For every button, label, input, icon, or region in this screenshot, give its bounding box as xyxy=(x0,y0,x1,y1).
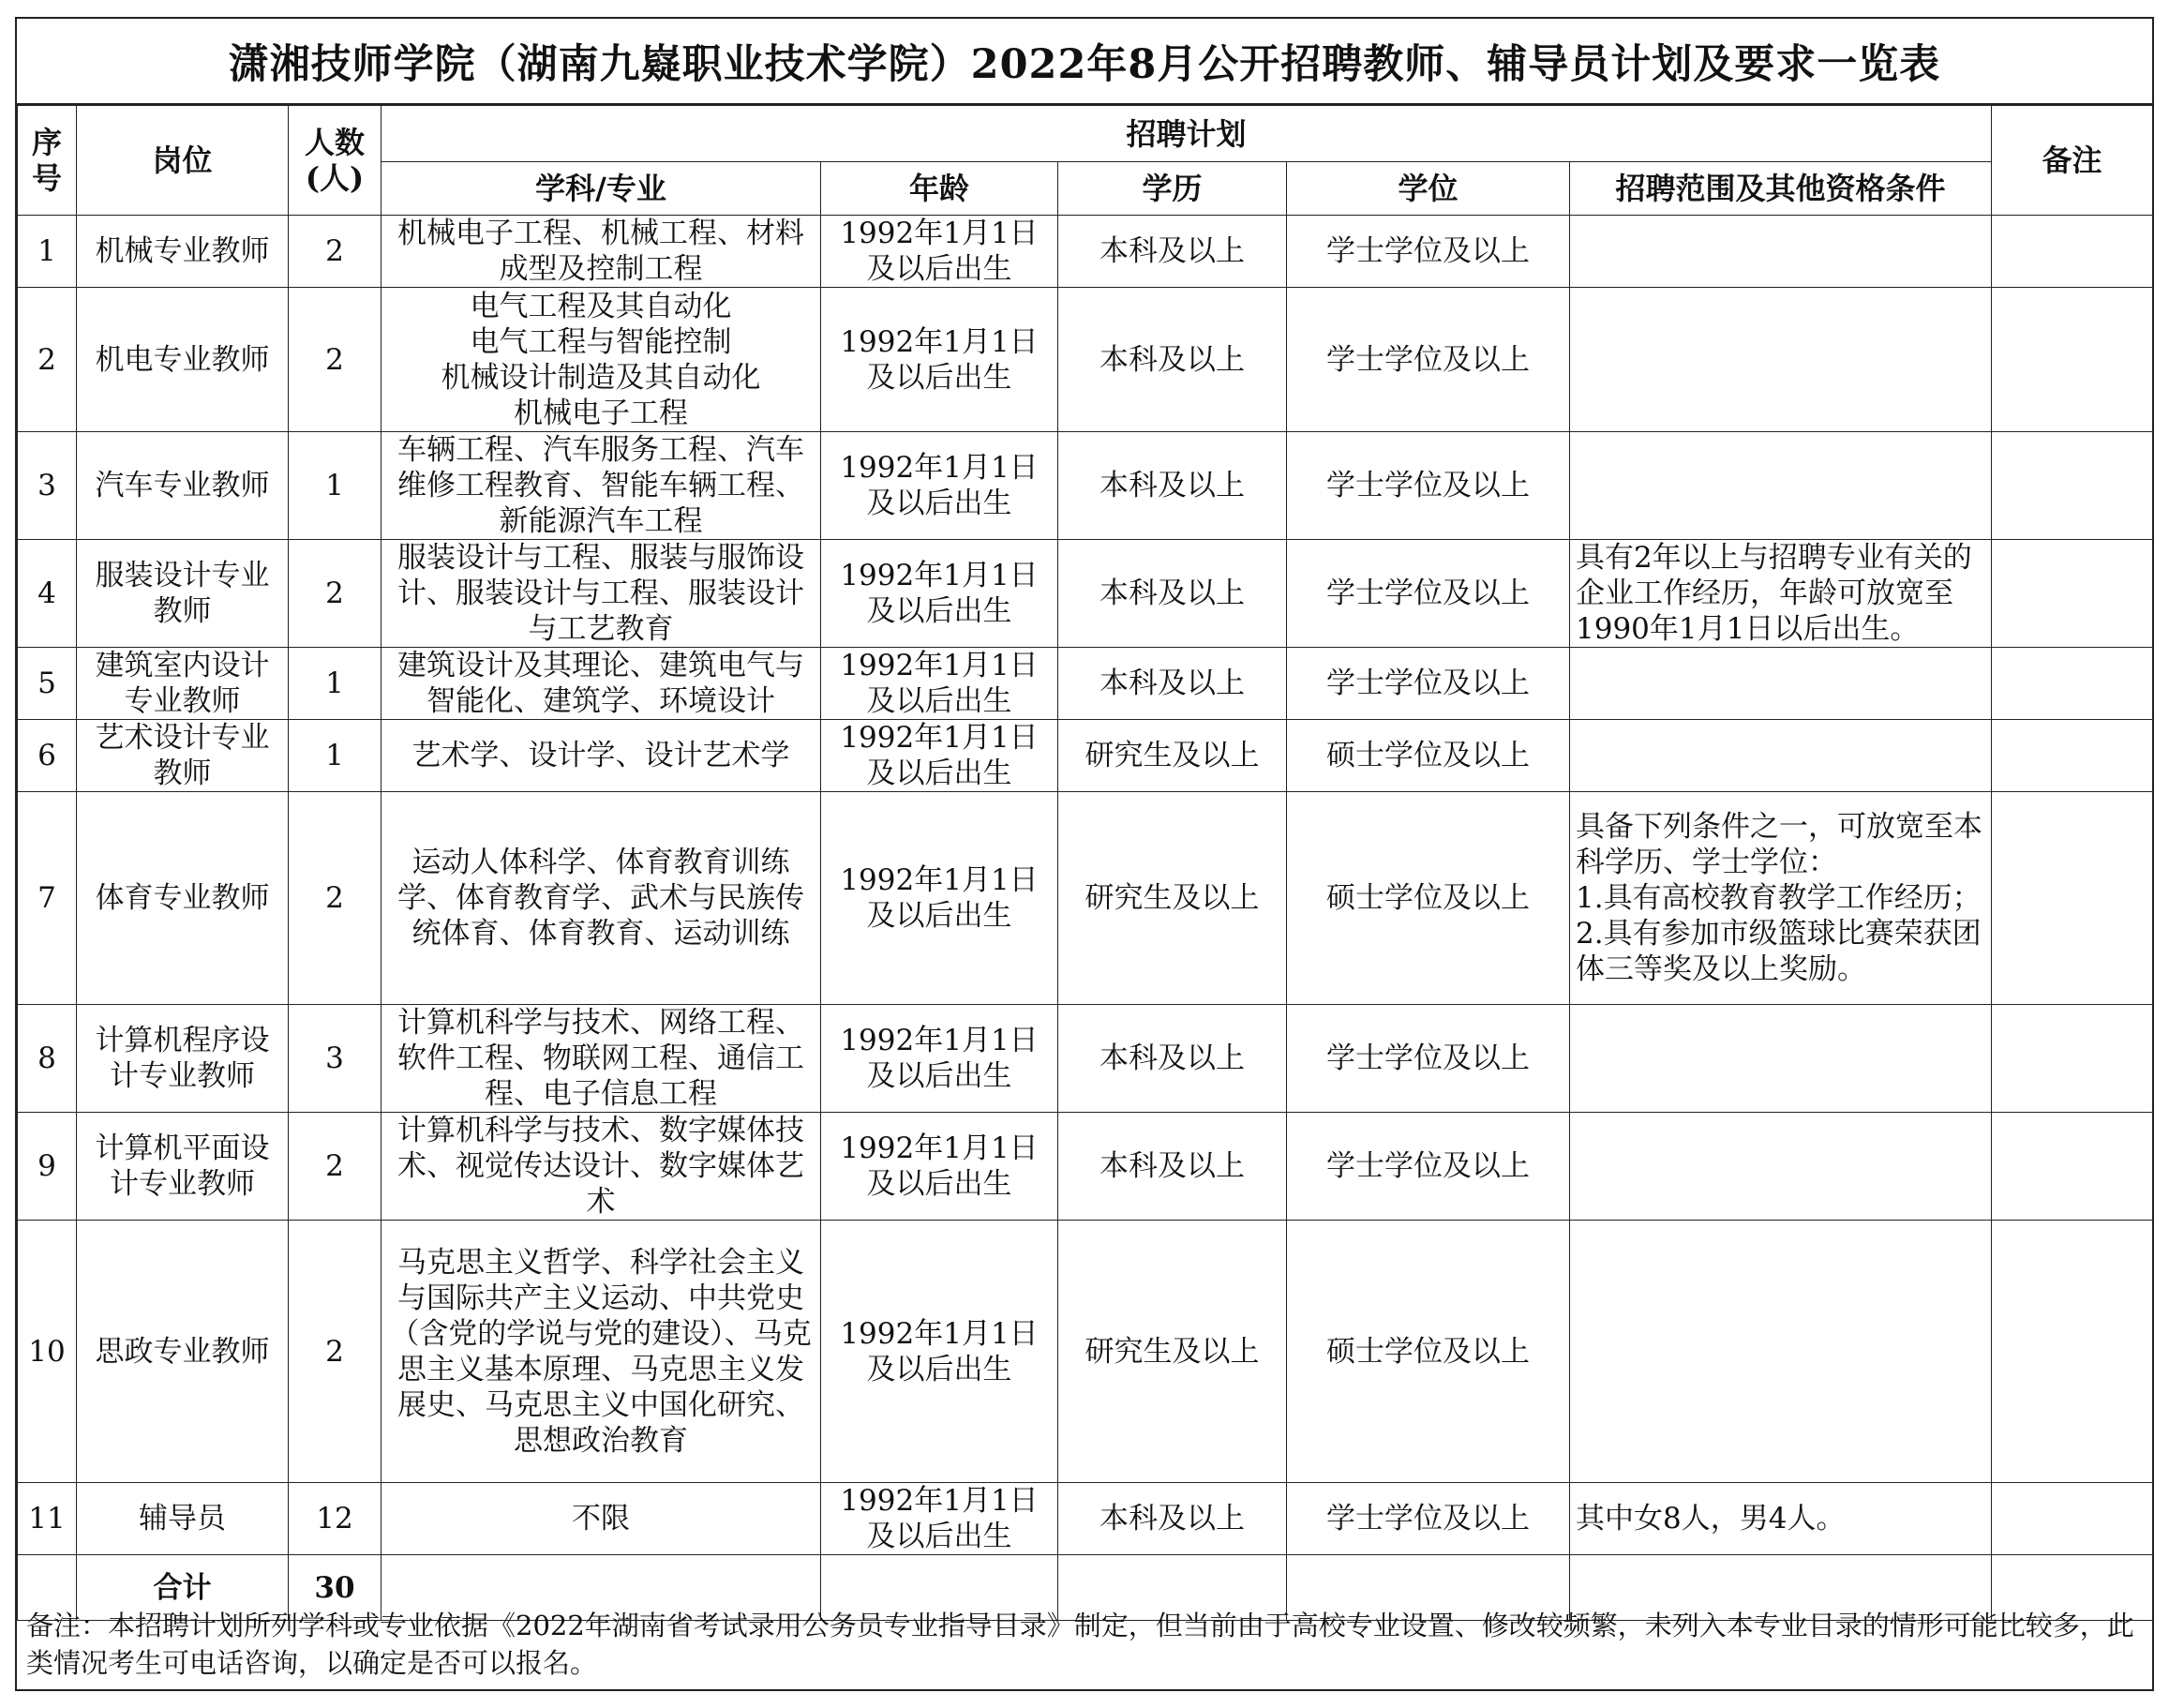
cell-age: 1992年1月1日及以后出生 xyxy=(821,648,1058,720)
cell-position: 思政专业教师 xyxy=(77,1221,289,1483)
cell-scope: 其中女8人，男4人。 xyxy=(1570,1483,1992,1555)
cell-count: 2 xyxy=(289,540,381,648)
header-major: 学科/专业 xyxy=(381,162,821,216)
table-row xyxy=(18,1005,2153,1113)
cell-major: 机械电子工程、机械工程、材料成型及控制工程 xyxy=(381,216,821,288)
table-row xyxy=(18,1221,2153,1483)
cell-remark xyxy=(1992,432,2153,540)
cell-remark xyxy=(1992,792,2153,1005)
cell-major: 马克思主义哲学、科学社会主义与国际共产主义运动、中共党史（含党的学说与党的建设）、马克思主义基本原理、马克思主义发展史、马克思主义中国化研究、思想政治教育 xyxy=(381,1221,821,1483)
cell-count: 3 xyxy=(289,1005,381,1113)
header-count: 人数(人) xyxy=(289,106,381,216)
cell-education: 本科及以上 xyxy=(1058,1483,1287,1555)
cell-scope xyxy=(1570,216,1992,288)
cell-position: 辅导员 xyxy=(77,1483,289,1555)
cell-degree: 学士学位及以上 xyxy=(1287,1005,1570,1113)
cell-degree: 学士学位及以上 xyxy=(1287,1113,1570,1221)
header-degree: 学位 xyxy=(1287,162,1570,216)
header-education: 学历 xyxy=(1058,162,1287,216)
total-label: 合计 xyxy=(77,1555,289,1621)
cell-major: 运动人体科学、体育教育训练学、体育教育学、武术与民族传统体育、体育教育、运动训练 xyxy=(381,792,821,1005)
cell-major: 计算机科学与技术、数字媒体技术、视觉传达设计、数字媒体艺术 xyxy=(381,1113,821,1221)
cell-degree: 学士学位及以上 xyxy=(1287,216,1570,288)
recruitment-table xyxy=(17,105,2153,1621)
cell-remark xyxy=(1992,288,2153,432)
cell-scope xyxy=(1570,720,1992,792)
cell-age: 1992年1月1日及以后出生 xyxy=(821,1113,1058,1221)
cell-position: 计算机平面设计专业教师 xyxy=(77,1113,289,1221)
cell-age: 1992年1月1日及以后出生 xyxy=(821,288,1058,432)
cell-education: 本科及以上 xyxy=(1058,432,1287,540)
cell-position: 体育专业教师 xyxy=(77,792,289,1005)
table-row xyxy=(18,288,2153,432)
cell-age: 1992年1月1日及以后出生 xyxy=(821,720,1058,792)
cell-major: 电气工程及其自动化 电气工程与智能控制 机械设计制造及其自动化 机械电子工程 xyxy=(381,288,821,432)
cell-degree: 硕士学位及以上 xyxy=(1287,720,1570,792)
cell-count: 12 xyxy=(289,1483,381,1555)
cell-remark xyxy=(1992,1113,2153,1221)
cell-remark xyxy=(1992,1005,2153,1113)
cell-count: 2 xyxy=(289,288,381,432)
cell-education: 本科及以上 xyxy=(1058,216,1287,288)
cell-scope xyxy=(1570,648,1992,720)
cell-position: 机械专业教师 xyxy=(77,216,289,288)
cell-seq: 8 xyxy=(18,1005,77,1113)
cell-education: 研究生及以上 xyxy=(1058,792,1287,1005)
cell-age: 1992年1月1日及以后出生 xyxy=(821,792,1058,1005)
cell-education: 本科及以上 xyxy=(1058,648,1287,720)
header-seq: 序号 xyxy=(18,106,77,216)
cell-degree: 硕士学位及以上 xyxy=(1287,792,1570,1005)
cell-seq: 7 xyxy=(18,792,77,1005)
cell-degree: 硕士学位及以上 xyxy=(1287,1221,1570,1483)
cell-seq: 5 xyxy=(18,648,77,720)
cell-education: 研究生及以上 xyxy=(1058,1221,1287,1483)
cell-major: 服装设计与工程、服装与服饰设计、服装设计与工程、服装设计与工艺教育 xyxy=(381,540,821,648)
cell-seq: 9 xyxy=(18,1113,77,1221)
cell-degree: 学士学位及以上 xyxy=(1287,432,1570,540)
header-position: 岗位 xyxy=(77,106,289,216)
table-row xyxy=(18,720,2153,792)
cell-age: 1992年1月1日及以后出生 xyxy=(821,1221,1058,1483)
cell-major: 艺术学、设计学、设计艺术学 xyxy=(381,720,821,792)
cell-seq: 11 xyxy=(18,1483,77,1555)
cell-degree: 学士学位及以上 xyxy=(1287,540,1570,648)
cell-count: 2 xyxy=(289,1221,381,1483)
cell-degree: 学士学位及以上 xyxy=(1287,1483,1570,1555)
cell-major: 建筑设计及其理论、建筑电气与智能化、建筑学、环境设计 xyxy=(381,648,821,720)
cell-count: 2 xyxy=(289,1113,381,1221)
cell-education: 本科及以上 xyxy=(1058,1113,1287,1221)
cell-education: 本科及以上 xyxy=(1058,1005,1287,1113)
cell-degree: 学士学位及以上 xyxy=(1287,648,1570,720)
cell-count: 1 xyxy=(289,720,381,792)
cell-major: 计算机科学与技术、网络工程、软件工程、物联网工程、通信工程、电子信息工程 xyxy=(381,1005,821,1113)
cell-remark xyxy=(1992,216,2153,288)
cell-scope xyxy=(1570,432,1992,540)
cell-age: 1992年1月1日及以后出生 xyxy=(821,1483,1058,1555)
cell-scope: 具备下列条件之一，可放宽至本科学历、学士学位： 1.具有高校教育教学工作经历； 2.具有参加市级篮球比赛荣获团体三等奖及以上奖励。 xyxy=(1570,792,1992,1005)
cell-position: 服装设计专业教师 xyxy=(77,540,289,648)
cell-age: 1992年1月1日及以后出生 xyxy=(821,432,1058,540)
cell-education: 本科及以上 xyxy=(1058,540,1287,648)
cell-seq: 4 xyxy=(18,540,77,648)
cell-major: 不限 xyxy=(381,1483,821,1555)
cell-remark xyxy=(1992,648,2153,720)
cell-count: 2 xyxy=(289,792,381,1005)
table-row xyxy=(18,792,2153,1005)
total-count: 30 xyxy=(289,1555,381,1621)
cell-age: 1992年1月1日及以后出生 xyxy=(821,1005,1058,1113)
cell-scope xyxy=(1570,288,1992,432)
cell-remark xyxy=(1992,540,2153,648)
table-row xyxy=(18,1113,2153,1221)
header-remark: 备注 xyxy=(1992,106,2153,216)
cell-remark xyxy=(1992,1483,2153,1555)
cell-degree: 学士学位及以上 xyxy=(1287,288,1570,432)
cell-position: 建筑室内设计专业教师 xyxy=(77,648,289,720)
cell-age: 1992年1月1日及以后出生 xyxy=(821,540,1058,648)
cell-major: 车辆工程、汽车服务工程、汽车维修工程教育、智能车辆工程、新能源汽车工程 xyxy=(381,432,821,540)
cell-scope xyxy=(1570,1221,1992,1483)
table-row xyxy=(18,432,2153,540)
cell-scope xyxy=(1570,1113,1992,1221)
table-row xyxy=(18,1483,2153,1555)
cell-count: 1 xyxy=(289,648,381,720)
table-row xyxy=(18,648,2153,720)
cell-seq: 6 xyxy=(18,720,77,792)
cell-count: 1 xyxy=(289,432,381,540)
cell-age: 1992年1月1日及以后出生 xyxy=(821,216,1058,288)
cell-position: 计算机程序设计专业教师 xyxy=(77,1005,289,1113)
cell-seq: 10 xyxy=(18,1221,77,1483)
cell-scope: 具有2年以上与招聘专业有关的企业工作经历，年龄可放宽至1990年1月1日以后出生。 xyxy=(1570,540,1992,648)
document-title: 潇湘技师学院（湖南九嶷职业技术学院）2022年8月公开招聘教师、辅导员计划及要求一览表 xyxy=(17,19,2152,105)
cell-remark xyxy=(1992,1221,2153,1483)
cell-count: 2 xyxy=(289,216,381,288)
cell-education: 本科及以上 xyxy=(1058,288,1287,432)
cell-seq: 2 xyxy=(18,288,77,432)
table-row xyxy=(18,216,2153,288)
cell-position: 汽车专业教师 xyxy=(77,432,289,540)
header-age: 年龄 xyxy=(821,162,1058,216)
cell-position: 艺术设计专业教师 xyxy=(77,720,289,792)
footnote: 备注：本招聘计划所列学科或专业依据《2022年湖南省考试录用公务员专业指导目录》制定，但当前由于高校专业设置、修改较频繁，未列入本专业目录的情形可能比较多，此类情况考生可电话咨询，以确定是否可以报名。 xyxy=(26,1610,2134,1679)
header-plan: 招聘计划 xyxy=(381,106,1992,162)
header-scope: 招聘范围及其他资格条件 xyxy=(1570,162,1992,216)
header-row-1 xyxy=(18,106,2153,162)
cell-remark xyxy=(1992,720,2153,792)
cell-position: 机电专业教师 xyxy=(77,288,289,432)
recruitment-sheet xyxy=(15,17,2154,1691)
table-row xyxy=(18,540,2153,648)
cell-education: 研究生及以上 xyxy=(1058,720,1287,792)
cell-seq: 1 xyxy=(18,216,77,288)
cell-scope xyxy=(1570,1005,1992,1113)
cell-seq: 3 xyxy=(18,432,77,540)
